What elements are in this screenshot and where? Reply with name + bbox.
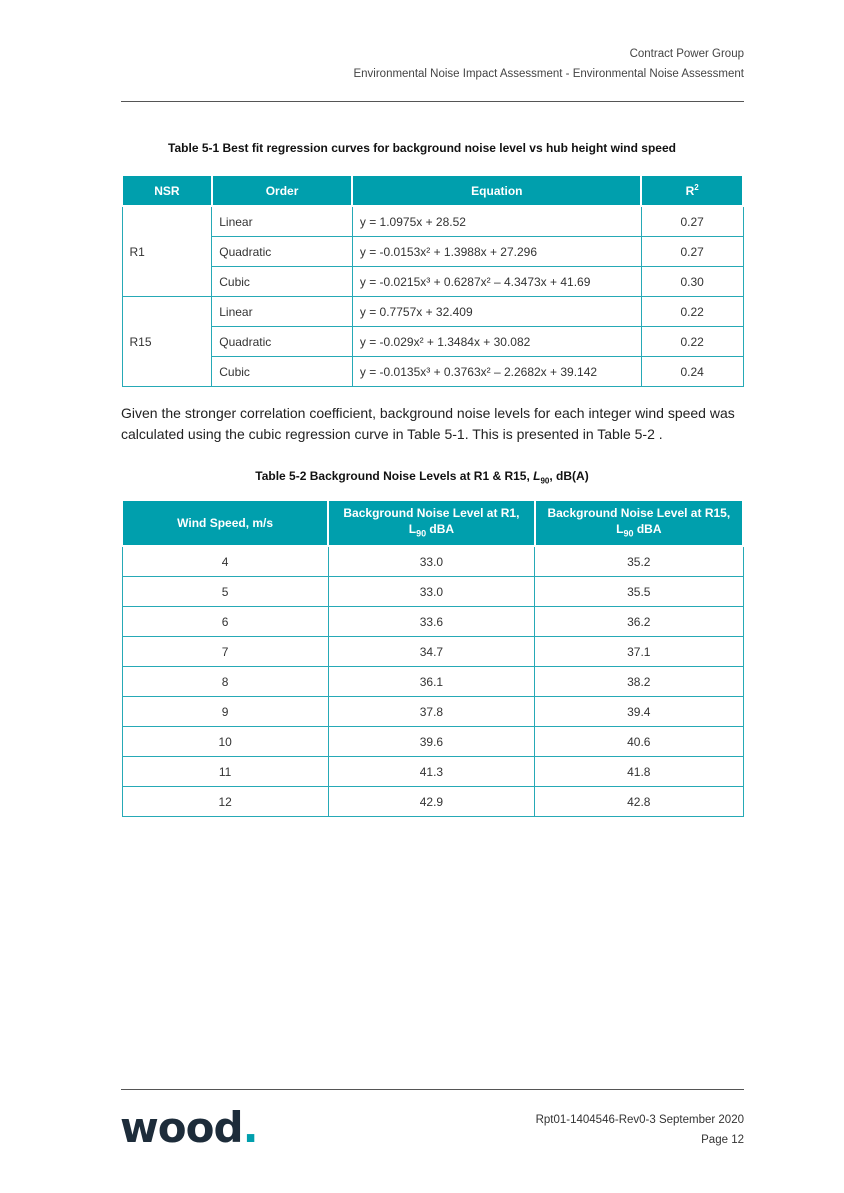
header-report-title: Environmental Noise Impact Assessment - Environmental Noise Assessment [353,68,744,80]
r1-header-unit: dBA [426,521,455,536]
r2-header: $R^2$ [641,175,743,206]
r15-cell: 41.8 [535,757,743,787]
r15-cell: 39.4 [535,697,743,727]
order-cell: Cubic [212,267,353,297]
document-reference: Rpt01-1404546-Rev0-3 September 2020 [535,1114,744,1126]
wood-logo [120,1103,258,1152]
r15-header [535,500,743,546]
r2-cell: 0.27 [641,206,743,237]
table-row [122,206,743,237]
page-header [353,44,744,84]
r1-header-sub: 90 [416,528,427,539]
page-footer [536,1110,744,1150]
table-row [122,327,743,357]
r15-cell: 38.2 [535,667,743,697]
order-cell: Linear [212,297,353,327]
equation-cell: y = -0.0153x² + 1.3988x + 27.296 [352,237,641,267]
equation-cell: y = 0.7757x + 32.409 [352,297,641,327]
r1-cell: 33.0 [328,546,534,577]
table2-header-row [122,500,743,546]
header-rule [121,101,744,102]
r15-cell: 42.8 [535,787,743,817]
page-number: Page 12 [701,1134,744,1146]
r1-header [328,500,534,546]
equation-cell: y = -0.029x² + 1.3484x + 30.082 [352,327,641,357]
table-row [122,577,743,607]
table2-caption [0,469,844,485]
r1-header-l: L [408,521,417,536]
table2-caption-sub: 90 [540,476,550,486]
r15-cell: 35.5 [535,577,743,607]
r1-header-line2 [329,521,533,541]
table-row [122,757,743,787]
r15-header-line2 [536,521,742,541]
nsr-cell: R15 [122,297,212,387]
order-cell: Quadratic [212,327,353,357]
wind-cell: 12 [122,787,328,817]
equation-header: Equation [352,175,641,206]
r2-header-label: R [685,184,695,198]
r15-cell: 35.2 [535,546,743,577]
r1-cell: 36.1 [328,667,534,697]
header-company: Contract Power Group [629,48,744,60]
r1-cell: 37.8 [328,697,534,727]
wind-speed-header: Wind Speed, m/s [122,500,328,546]
table-row [122,727,743,757]
table-row [122,297,743,327]
r2-cell: 0.24 [641,357,743,387]
table-row [122,607,743,637]
table-row [122,357,743,387]
r15-cell: 36.2 [535,607,743,637]
r1-cell: 33.6 [328,607,534,637]
r1-header-line1: Background Noise Level at R1, [343,505,520,520]
table1-header-row [122,175,743,206]
wind-cell: 9 [122,697,328,727]
wind-cell: 5 [122,577,328,607]
table-row [122,637,743,667]
r2-cell: 0.22 [641,297,743,327]
wind-cell: 10 [122,727,328,757]
body-paragraph: Given the stronger correlation coefficient, background noise levels for each integer wind speed was calculated using the cubic regression curve in Table 5-1. This is presented in Table 5-2 . [121,405,735,442]
order-cell: Quadratic [212,237,353,267]
background-noise-table [121,499,744,817]
r15-cell: 40.6 [535,727,743,757]
nsr-cell: R1 [122,206,212,297]
table-row [122,267,743,297]
table2-caption-text: Table 5-2 Background Noise Levels at R1 & R15, [255,469,534,483]
r15-cell: 37.1 [535,637,743,667]
r2-cell: 0.27 [641,237,743,267]
wind-cell: 4 [122,546,328,577]
r1-cell: 33.0 [328,577,534,607]
order-header: Order [212,175,353,206]
nsr-header: NSR [122,175,212,206]
table-row [122,787,743,817]
r1-cell: 39.6 [328,727,534,757]
r1-cell: 42.9 [328,787,534,817]
logo-dot: . [242,1103,258,1152]
logo-text: wood [120,1103,243,1152]
table-row [122,546,743,577]
equation-cell: y = 1.0975x + 28.52 [352,206,641,237]
wind-cell: 6 [122,607,328,637]
order-cell: Linear [212,206,353,237]
table-row [122,697,743,727]
r2-cell: 0.22 [641,327,743,357]
regression-table [121,174,744,387]
wind-cell: 11 [122,757,328,787]
table1-caption: Table 5-1 Best fit regression curves for background noise level vs hub height wind speed [168,141,676,155]
wind-cell: 7 [122,637,328,667]
r15-header-line1: Background Noise Level at R15, [547,505,731,520]
order-cell: Cubic [212,357,353,387]
r15-header-unit: dBA [633,521,662,536]
table-row [122,237,743,267]
table2-caption-l: L [533,469,541,483]
r2-cell: 0.30 [641,267,743,297]
footer-rule [121,1089,744,1090]
wind-cell: 8 [122,667,328,697]
r15-header-l: L [616,521,624,536]
equation-cell: y = -0.0135x³ + 0.3763x² – 2.2682x + 39.142 [352,357,641,387]
r1-cell: 34.7 [328,637,534,667]
r15-header-sub: 90 [623,528,634,539]
equation-cell: y = -0.0215x³ + 0.6287x² – 4.3473x + 41.69 [352,267,641,297]
table-row [122,667,743,697]
r1-cell: 41.3 [328,757,534,787]
table2-caption-tail: , dB(A) [549,469,589,483]
